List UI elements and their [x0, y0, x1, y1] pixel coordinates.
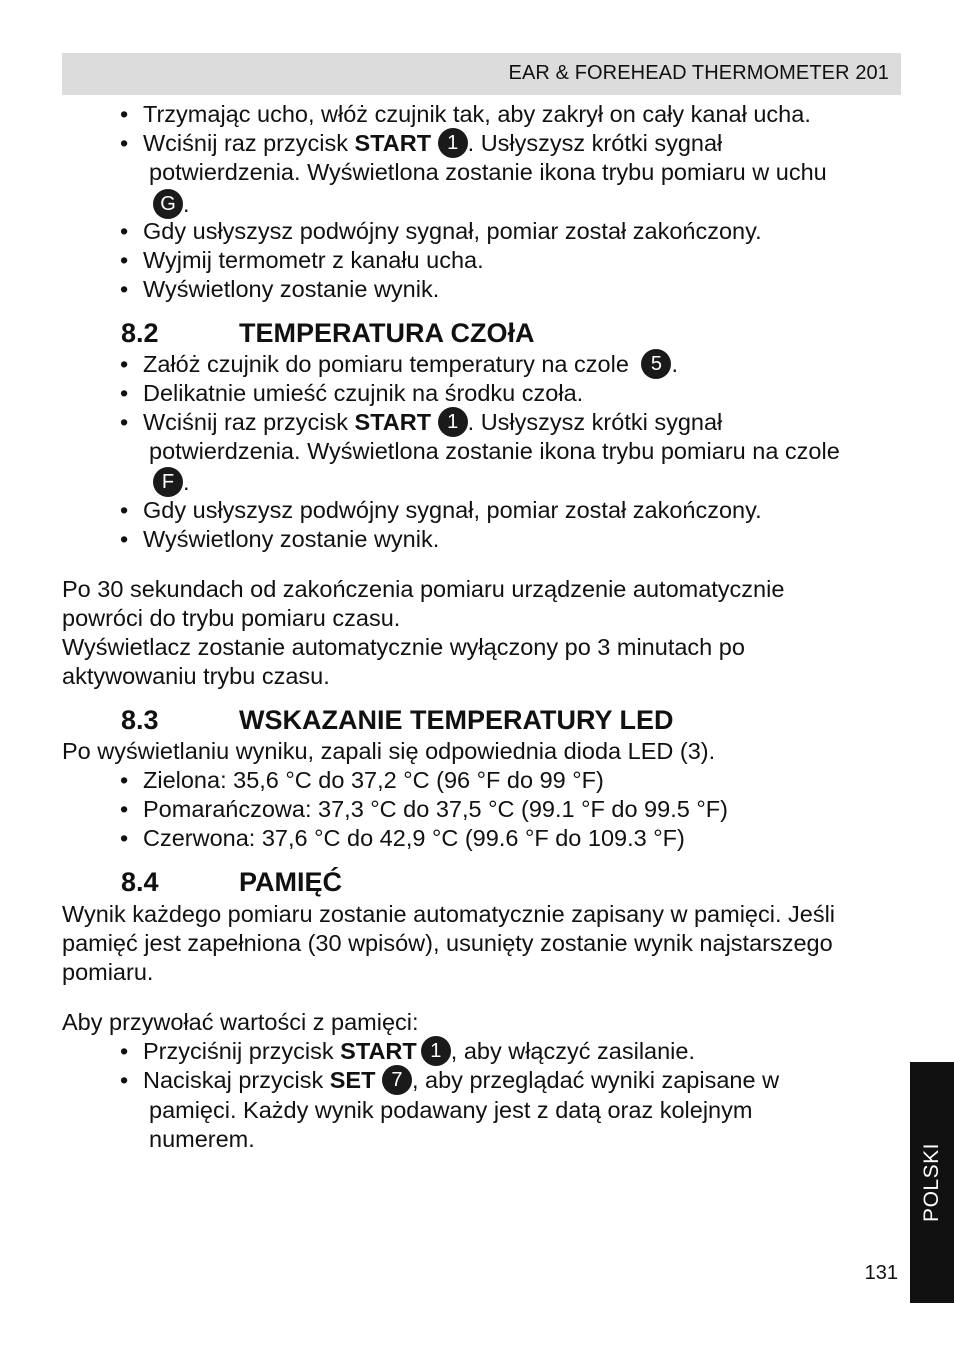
button-7-badge-icon: 7 — [382, 1065, 412, 1095]
bullet: • — [120, 767, 129, 793]
button-5-badge-icon: 5 — [641, 349, 671, 379]
start-button-label: START — [340, 1038, 417, 1064]
paragraph-line: aktywowaniu trybu czasu. — [62, 663, 330, 689]
paragraph-line: pamięć jest zapełniona (30 wpisów), usunięty zostanie wynik najstarszego — [62, 930, 833, 956]
bullet: • — [120, 1038, 129, 1064]
bullet: • — [120, 218, 129, 244]
bullet: • — [120, 101, 129, 127]
list-item: Załóż czujnik do pomiaru temperatury na czole 5 . — [143, 350, 678, 381]
button-1-badge-icon: 1 — [438, 407, 468, 437]
language-tab — [910, 1062, 954, 1303]
bullet: • — [120, 526, 129, 552]
start-button-label: START — [354, 409, 432, 435]
list-item: Wyświetlony zostanie wynik. — [143, 276, 440, 302]
button-1-badge-icon: 1 — [438, 128, 468, 158]
paragraph-line: powróci do trybu pomiaru czasu. — [62, 605, 401, 631]
list-item: Wyświetlony zostanie wynik. — [143, 526, 440, 552]
list-item: Gdy usłyszysz podwójny sygnał, pomiar został zakończony. — [143, 218, 762, 244]
start-button-label: START — [354, 130, 432, 156]
list-item: Trzymając ucho, włóż czujnik tak, aby zakrył on cały kanał ucha. — [143, 101, 811, 127]
list-item: Gdy usłyszysz podwójny sygnał, pomiar został zakończony. — [143, 497, 762, 523]
list-item: Zielona: 35,6 °C do 37,2 °C (96 °F do 99 °F) — [143, 767, 604, 793]
list-item: Czerwona: 37,6 °C do 42,9 °C (99.6 °F do 109.3 °F) — [143, 825, 685, 851]
language-tab-label: POLSKI — [920, 1143, 943, 1222]
paragraph-line: Po 30 sekundach od zakończenia pomiaru urządzenie automatycznie — [62, 576, 785, 602]
paragraph-line: Wyświetlacz zostanie automatycznie wyłączony po 3 minutach po — [62, 634, 745, 660]
page-number: 131 — [864, 1262, 898, 1284]
section-heading: WSKAZANIE TEMPERATURY LED — [239, 705, 674, 735]
list-item-continuation: potwierdzenia. Wyświetlona zostanie ikona trybu pomiaru w uchu — [149, 159, 827, 185]
ear-mode-g-icon: G — [153, 189, 183, 219]
paragraph-line: Po wyświetlaniu wyniku, zapali się odpowiednia dioda LED (3). — [62, 738, 716, 764]
bullet: • — [120, 825, 129, 851]
bullet: • — [120, 497, 129, 523]
paragraph-line: Wynik każdego pomiaru zostanie automatycznie zapisany w pamięci. Jeśli — [62, 901, 836, 927]
bullet: • — [120, 1067, 129, 1093]
list-item: Wyjmij termometr z kanału ucha. — [143, 247, 484, 273]
section-number: 8.2 — [121, 318, 159, 348]
list-item-continuation: numerem. — [149, 1126, 255, 1152]
bullet: • — [120, 276, 129, 302]
bullet: • — [120, 130, 129, 156]
bullet: • — [120, 796, 129, 822]
list-item: Pomarańczowa: 37,3 °C do 37,5 °C (99.1 °F do 99.5 °F) — [143, 796, 728, 822]
list-item-continuation: F . — [153, 468, 190, 499]
list-item: Delikatnie umieść czujnik na środku czoła. — [143, 380, 584, 406]
list-item: Naciskaj przycisk SET 7 , aby przeglądać wyniki zapisane w — [143, 1066, 779, 1097]
section-number: 8.3 — [121, 705, 159, 735]
document-title: EAR & FOREHEAD THERMOMETER 201 — [508, 62, 889, 84]
button-1-badge-icon: 1 — [421, 1036, 451, 1066]
list-item-continuation: pamięci. Każdy wynik podawany jest z datą oraz kolejnym — [149, 1097, 753, 1123]
bullet: • — [120, 247, 129, 273]
section-heading: PAMIĘĆ — [239, 867, 343, 897]
section-heading: TEMPERATURA CZOłA — [239, 318, 535, 348]
section-number: 8.4 — [121, 867, 159, 897]
bullet: • — [120, 380, 129, 406]
list-item: Wciśnij raz przycisk START 1 . Usłyszysz krótki sygnał — [143, 129, 722, 160]
running-header — [62, 53, 901, 95]
paragraph-line: pomiaru. — [62, 959, 154, 985]
bullet: • — [120, 409, 129, 435]
paragraph-line: Aby przywołać wartości z pamięci: — [62, 1009, 419, 1035]
list-item-continuation: potwierdzenia. Wyświetlona zostanie ikona trybu pomiaru na czole — [149, 438, 840, 464]
set-button-label: SET — [329, 1067, 376, 1093]
list-item-continuation: G . — [153, 190, 190, 221]
list-item: Przyciśnij przycisk START 1 , aby włączyć zasilanie. — [143, 1037, 695, 1068]
list-item: Wciśnij raz przycisk START 1 . Usłyszysz krótki sygnał — [143, 408, 722, 439]
bullet: • — [120, 351, 129, 377]
forehead-mode-f-icon: F — [153, 467, 183, 497]
